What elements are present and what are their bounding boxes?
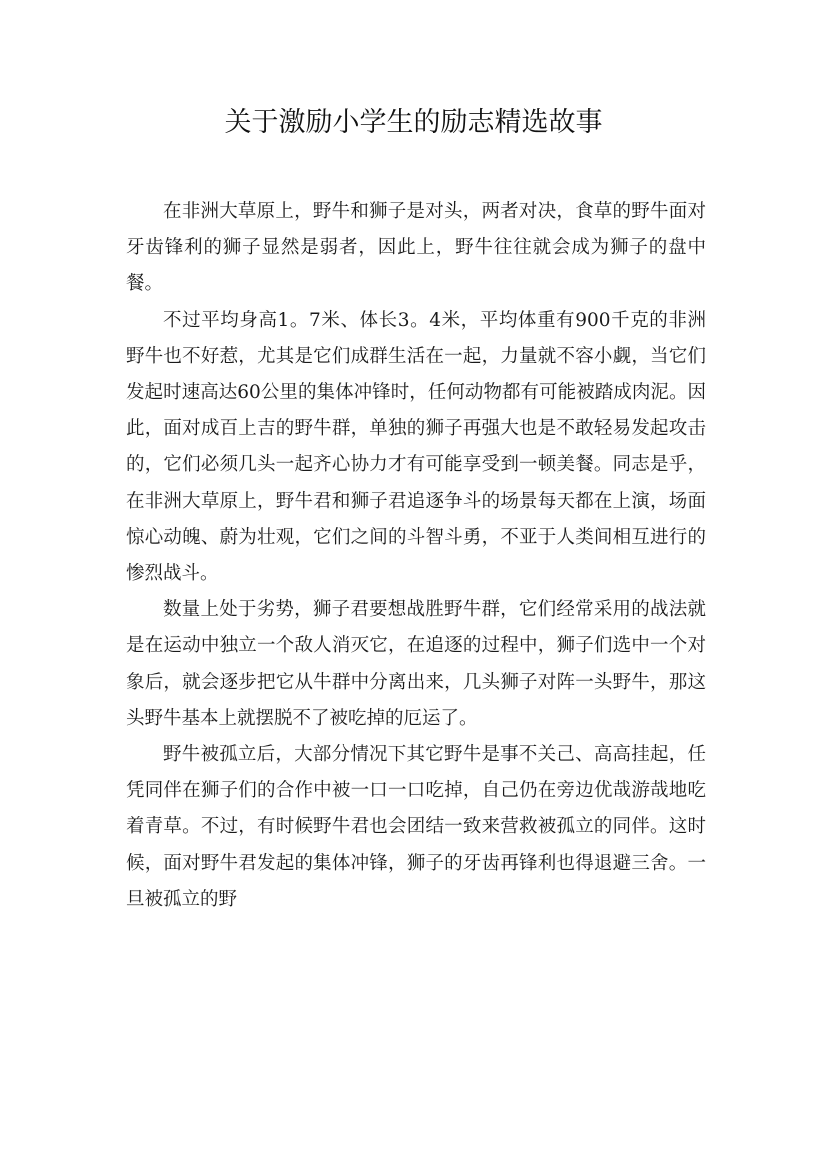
paragraph-2: 不过平均身高1。7米、体长3。4米，平均体重有900千克的非洲野牛也不好惹，尤其是它们成群生活在一起，力量就不容小觑，当它们发起时速高达60公里的集体冲锋时，任何动物都有可能被踏成肉泥。因此，面对成百上吉的野牛群，单独的狮子再强大也是不敢轻易发起攻击的，它们必须几头一起齐心协力才有可能享受到一顿美餐。同志是乎，在非洲大草原上，野牛君和狮子君追逐争斗的场景每天都在上演，场面惊心动魄、蔚为壮观，它们之间的斗智斗勇，不亚于人类间相互进行的惨烈战斗。 (126, 309, 706, 585)
paragraph-1: 在非洲大草原上，野牛和狮子是对头，两者对决，食草的野牛面对牙齿锋利的狮子显然是弱者，因此上，野牛往往就会成为狮子的盘中餐。 (126, 201, 706, 295)
paragraph-3: 数量上处于劣势，狮子君要想战胜野牛群，它们经常采用的战法就是在运动中独立一个敌人消灭它，在追逐的过程中，狮子们选中一个对象后，就会逐步把它从牛群中分离出来，几头狮子对阵一头野牛，那这头野牛基本上就摆脱不了被吃掉的厄运了。 (126, 599, 706, 729)
paragraph-4: 野牛被孤立后，大部分情况下其它野牛是事不关己、高高挂起，任凭同伴在狮子们的合作中被一口一口吃掉，自己仍在旁边优哉游哉地吃着青草。不过，有时候野牛君也会团结一致来营救被孤立的同伴。这时候，面对野牛君发起的集体冲锋，狮子的牙齿再锋利也得退避三舍。一旦被孤立的野 (126, 744, 706, 910)
document-title: 关于激励小学生的励志精选故事 (224, 107, 603, 138)
document-body (126, 194, 706, 918)
